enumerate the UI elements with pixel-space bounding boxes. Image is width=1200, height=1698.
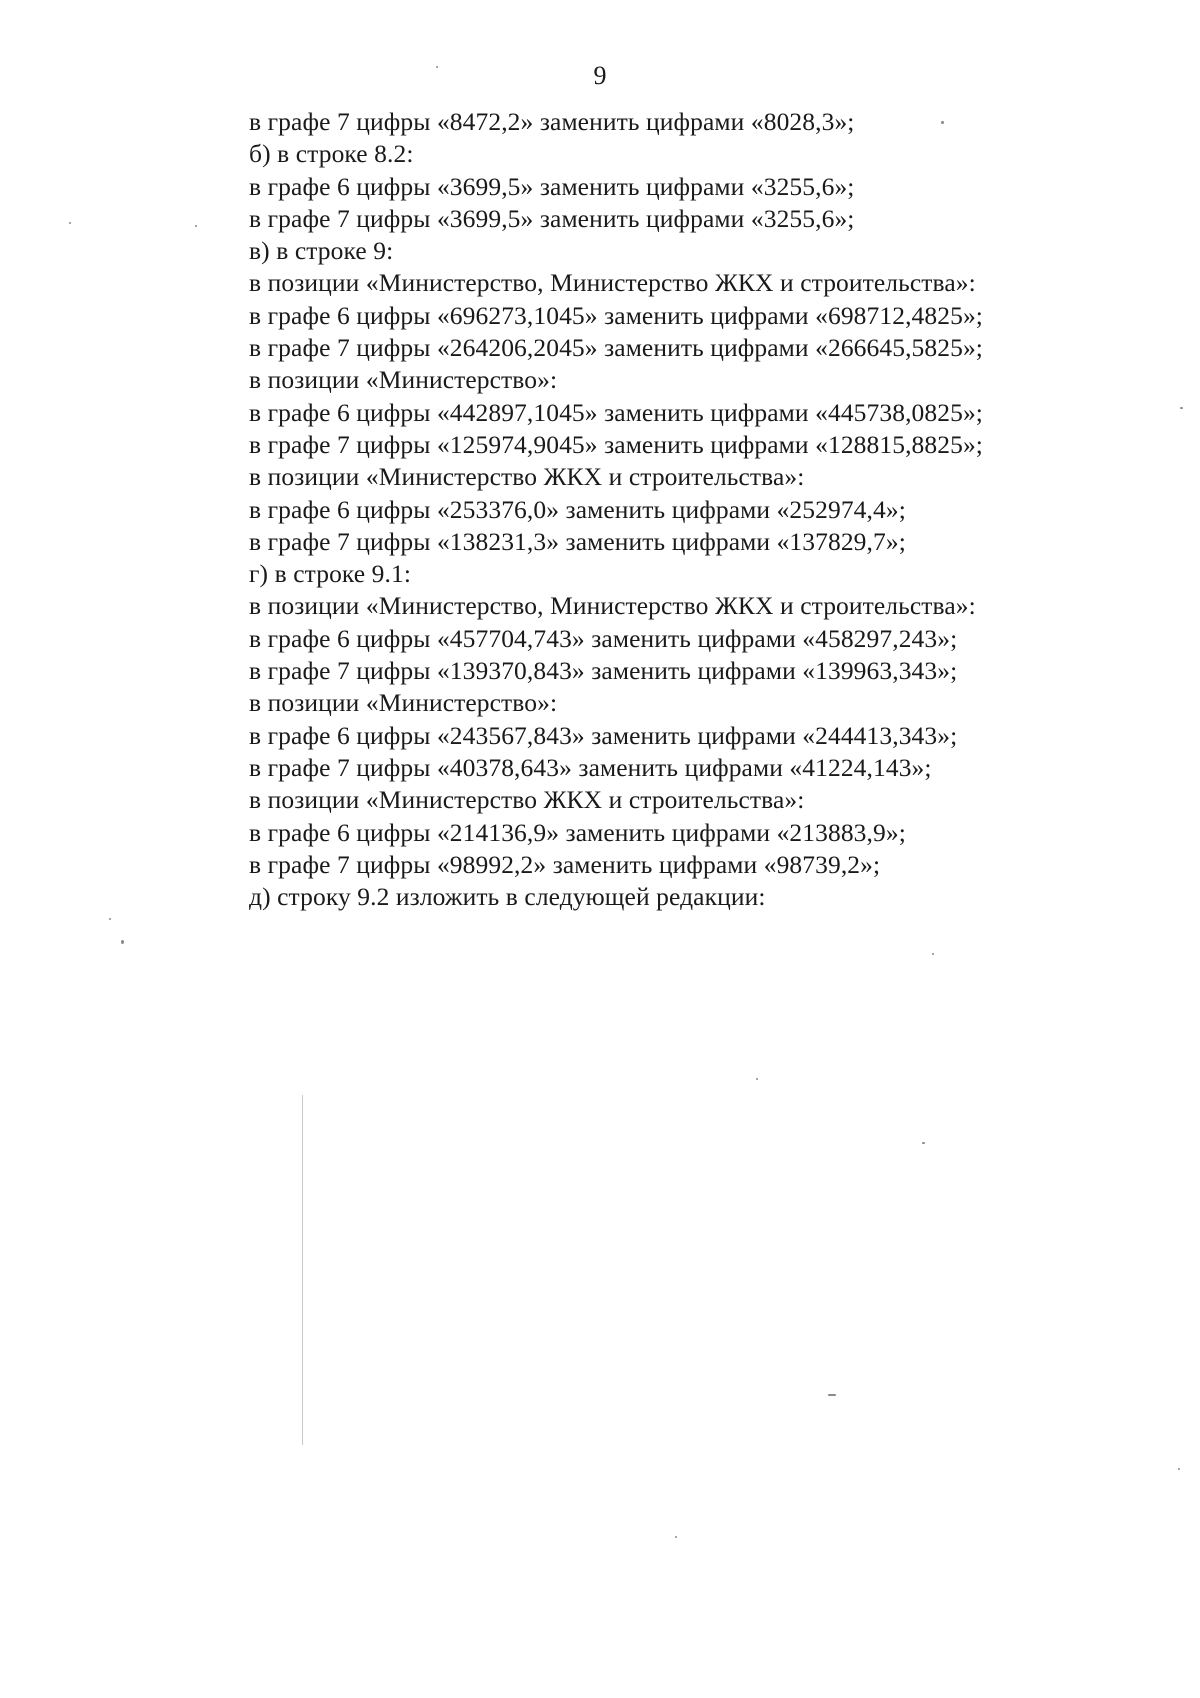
page-number: 9 (593, 61, 607, 90)
text-line: в графе 6 цифры «253376,0» заменить цифрами «252974,4»; (249, 494, 906, 524)
scan-speck (109, 918, 111, 920)
scan-speck (675, 1536, 677, 1538)
text-line: в графе 7 цифры «40378,643» заменить цифрами «41224,143»; (249, 752, 932, 782)
text-line: в позиции «Министерство, Министерство ЖКХ и строительства»: (249, 268, 976, 298)
text-line: в графе 7 цифры «138231,3» заменить цифрами «137829,7»; (249, 526, 906, 556)
scan-speck (1178, 1468, 1180, 1470)
text-line: в позиции «Министерство»: (249, 365, 558, 395)
scan-speck (828, 1394, 836, 1396)
text-line: в позиции «Министерство ЖКХ и строительства»: (249, 462, 805, 492)
scan-speck (941, 121, 944, 124)
text-line: б) в строке 8.2: (249, 139, 414, 169)
text-line: в) в строке 9: (249, 236, 394, 266)
text-line: в графе 7 цифры «8472,2» заменить цифрами «8028,3»; (249, 107, 855, 136)
text-line: в графе 6 цифры «243567,843» заменить цифрами «244413,343»; (249, 720, 958, 750)
amendment-text (249, 106, 1149, 913)
scan-speck (1180, 407, 1183, 409)
scan-streak (302, 1095, 303, 1445)
text-line: в позиции «Министерство»: (249, 688, 558, 718)
scan-speck (195, 225, 197, 227)
text-line: д) строку 9.2 изложить в следующей редакции: (249, 882, 766, 912)
text-line: в графе 6 цифры «442897,1045» заменить цифрами «445738,0825»; (249, 397, 983, 427)
text-line: в графе 7 цифры «98992,2» заменить цифрами «98739,2»; (249, 849, 881, 879)
scan-speck (756, 1078, 758, 1080)
scan-speck (121, 940, 124, 944)
text-line: в графе 6 цифры «457704,743» заменить цифрами «458297,243»; (249, 623, 958, 653)
scan-speck (436, 66, 438, 68)
scan-speck (69, 222, 71, 224)
text-line: в графе 7 цифры «139370,843» заменить цифрами «139963,343»; (249, 656, 958, 686)
text-line: в графе 7 цифры «125974,9045» заменить цифрами «128815,8825»; (249, 429, 983, 459)
text-line: в графе 7 цифры «3699,5» заменить цифрами «3255,6»; (249, 203, 855, 233)
text-line: в графе 6 цифры «696273,1045» заменить цифрами «698712,4825»; (249, 300, 983, 330)
text-line: г) в строке 9.1: (249, 559, 412, 589)
scan-speck (932, 953, 934, 955)
text-line: в графе 6 цифры «3699,5» заменить цифрами «3255,6»; (249, 171, 855, 201)
scan-speck (922, 1142, 925, 1144)
text-line: в позиции «Министерство, Министерство ЖКХ и строительства»: (249, 591, 976, 621)
text-line: в позиции «Министерство ЖКХ и строительства»: (249, 785, 805, 815)
text-line: в графе 6 цифры «214136,9» заменить цифрами «213883,9»; (249, 817, 906, 847)
text-line: в графе 7 цифры «264206,2045» заменить цифрами «266645,5825»; (249, 333, 983, 363)
